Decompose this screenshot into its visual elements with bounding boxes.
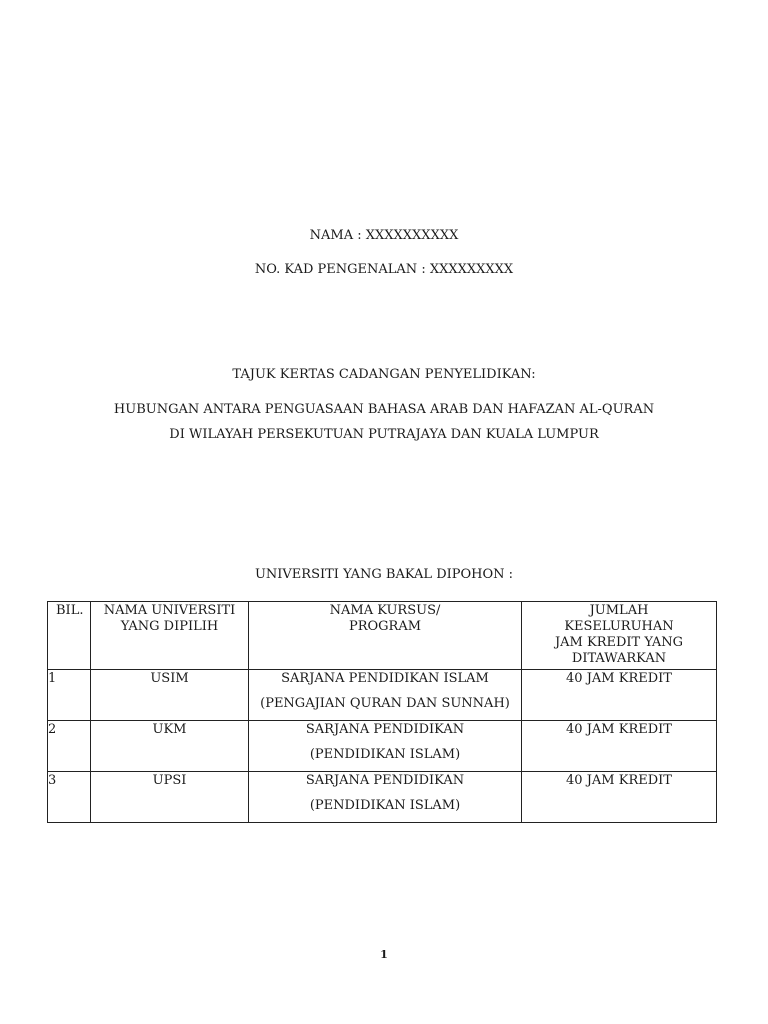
row-course: [249, 772, 522, 823]
proposal-title-line-1: HUBUNGAN ANTARA PENGUASAAN BAHASA ARAB DAN HAFAZAN AL-QURAN: [113, 402, 655, 417]
row-course-name: SARJANA PENDIDIKAN: [305, 722, 465, 737]
header-credit-line-3: JAM KREDIT YANG: [554, 635, 684, 650]
row-university: USIM: [91, 670, 249, 721]
table-row: [48, 670, 717, 721]
row-credits: 40 JAM KREDIT: [522, 670, 717, 721]
row-credits: 40 JAM KREDIT: [522, 772, 717, 823]
proposal-title-line-2: DI WILAYAH PERSEKUTUAN PUTRAJAYA DAN KUALA LUMPUR: [169, 427, 599, 442]
column-header-credit: [522, 602, 717, 670]
row-course-name: SARJANA PENDIDIKAN: [305, 773, 465, 788]
header-credit-line-2: KESELURUHAN: [564, 619, 674, 634]
table-row: [48, 721, 717, 772]
student-ic-number: NO. KAD PENGENALAN : XXXXXXXXX: [254, 262, 514, 277]
header-credit-line-1: JUMLAH: [589, 603, 649, 618]
row-course: [249, 721, 522, 772]
universities-table: [47, 601, 717, 823]
column-header-university: [91, 602, 249, 670]
proposal-title-label: TAJUK KERTAS CADANGAN PENYELIDIKAN:: [232, 367, 536, 382]
column-header-bil: [48, 602, 91, 670]
column-header-course: [249, 602, 522, 670]
row-bil: 1: [48, 670, 91, 721]
row-credits: 40 JAM KREDIT: [522, 721, 717, 772]
row-course-name: SARJANA PENDIDIKAN ISLAM: [281, 671, 489, 686]
row-bil: 2: [48, 721, 91, 772]
header-university-line-2: YANG DIPILIH: [120, 619, 219, 634]
table-row: [48, 772, 717, 823]
header-bil-text: BIL.: [56, 603, 84, 618]
student-name: NAMA : XXXXXXXXXX: [309, 228, 459, 243]
row-course: [249, 670, 522, 721]
row-course-detail: (PENDIDIKAN ISLAM): [309, 798, 461, 813]
row-course-detail: (PENDIDIKAN ISLAM): [309, 747, 461, 762]
row-university: UKM: [91, 721, 249, 772]
row-university: UPSI: [91, 772, 249, 823]
header-course-line-1: NAMA KURSUS/: [329, 603, 441, 618]
header-course-line-2: PROGRAM: [348, 619, 422, 634]
table-header-row: [48, 602, 717, 670]
row-course-detail: (PENGAJIAN QURAN DAN SUNNAH): [260, 696, 510, 711]
row-bil: 3: [48, 772, 91, 823]
universities-heading: UNIVERSITI YANG BAKAL DIPOHON :: [254, 567, 514, 582]
header-credit-line-4: DITAWARKAN: [571, 651, 667, 666]
header-university-line-1: NAMA UNIVERSITI: [103, 603, 236, 618]
page-number: 1: [380, 948, 388, 961]
